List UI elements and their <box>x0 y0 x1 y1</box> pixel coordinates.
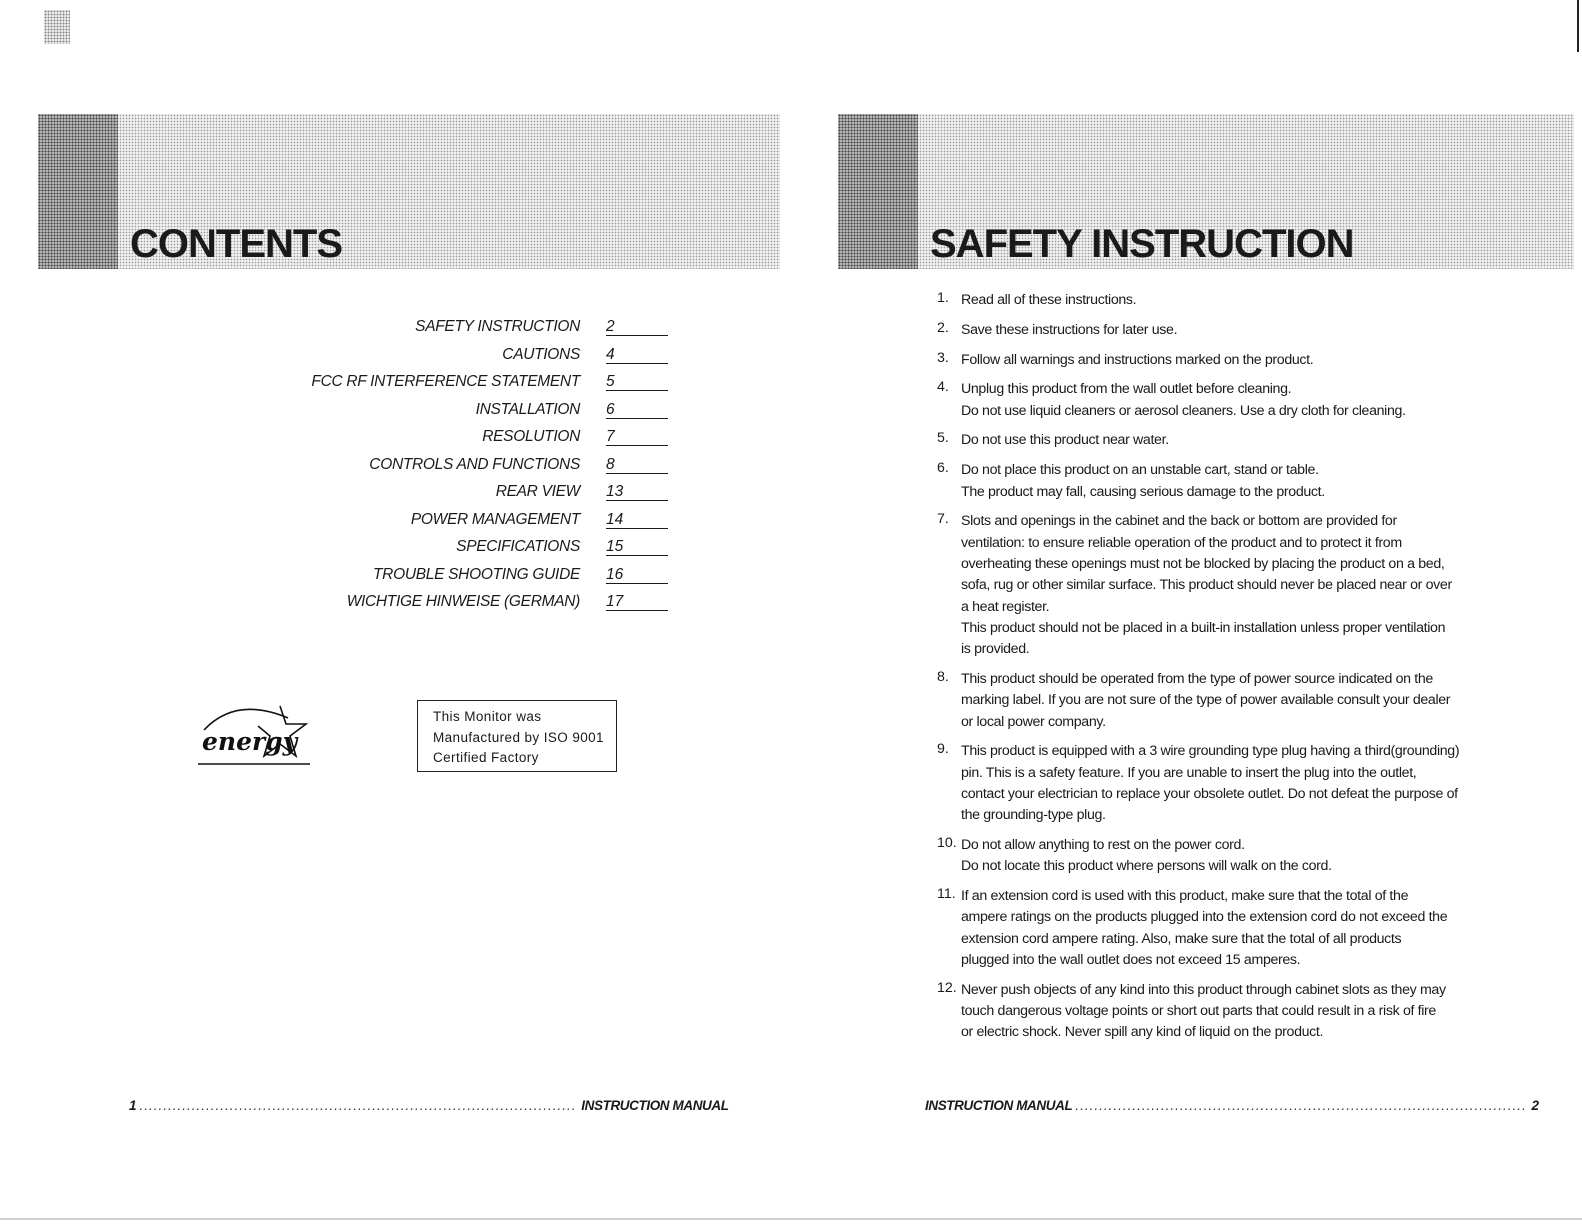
safety-item-line: The product may fall, causing serious damage to the product. <box>961 483 1325 500</box>
banner-dark-block <box>38 114 118 269</box>
toc-entry-page: 14 <box>606 511 668 529</box>
safety-item-line: sofa, rug or other similar surface. This product should never be placed near or over <box>961 577 1452 594</box>
toc-row <box>300 371 680 399</box>
safety-item-line: ventilation: to ensure reliable operation of the product and to protect it from <box>961 534 1402 551</box>
toc-entry-page: 4 <box>606 346 668 364</box>
safety-item-number: 1. <box>937 290 949 306</box>
safety-item-number: 7. <box>937 511 949 528</box>
toc-entry-page: 5 <box>606 373 668 391</box>
iso-certification-box <box>417 700 617 772</box>
toc-row <box>300 399 680 427</box>
toc-entry-title: REAR VIEW <box>495 483 580 500</box>
safety-item-number: 11. <box>937 886 956 903</box>
safety-item-number: 5. <box>937 430 949 447</box>
footer-leader-dots: ............................................................................................ <box>139 1098 582 1113</box>
energy-logo-text: energy <box>202 727 298 756</box>
left-page-number: 1 <box>129 1098 137 1113</box>
safety-item <box>937 669 1497 733</box>
safety-banner <box>838 114 1574 269</box>
safety-item <box>937 379 1497 422</box>
safety-item-number: 2. <box>937 319 949 336</box>
toc-row <box>300 481 680 509</box>
toc-entry-title: INSTALLATION <box>475 400 580 418</box>
safety-item-line: touch dangerous voltage points or short out parts that could result in a risk of fire <box>961 1003 1436 1020</box>
iso-line: This Monitor was <box>433 709 542 724</box>
safety-item-number: 4. <box>937 379 949 396</box>
toc-row <box>300 454 680 482</box>
toc-row <box>300 509 680 537</box>
safety-item <box>937 980 1497 1044</box>
safety-item <box>937 460 1497 503</box>
toc-row <box>300 591 680 619</box>
toc-entry-page: 6 <box>606 401 668 419</box>
toc-entry-title: CAUTIONS <box>502 345 580 363</box>
safety-item-line: Unplug this product from the wall outlet before cleaning. <box>961 381 1292 398</box>
toc-entry-page: 8 <box>606 456 668 474</box>
safety-item-line: or electric shock. Never spill any kind of liquid on the product. <box>961 1024 1324 1041</box>
safety-item-line: Save these instructions for later use. <box>961 321 1178 338</box>
safety-item <box>937 886 1497 971</box>
toc-entry-page: 16 <box>606 566 668 584</box>
safety-heading: SAFETY INSTRUCTION <box>930 222 1354 266</box>
toc-entry-page: 13 <box>606 483 668 501</box>
safety-item <box>937 320 1497 341</box>
right-page-number: 2 <box>1531 1098 1539 1113</box>
safety-item <box>937 290 1497 311</box>
safety-item-number: 12. <box>937 979 957 996</box>
safety-item <box>937 511 1497 660</box>
left-footer <box>129 1098 729 1113</box>
safety-item-line: is provided. <box>961 641 1030 658</box>
safety-item-line: If an extension cord is used with this product, make sure that the total of the <box>961 888 1409 905</box>
scan-bottom-rule <box>0 1218 1582 1220</box>
safety-item <box>937 741 1497 826</box>
safety-item-line: Do not locate this product where persons will walk on the cord. <box>961 858 1332 875</box>
footer-leader-dots: ............................................................................................... <box>1075 1098 1532 1113</box>
safety-item-line: a heat register. <box>961 598 1050 615</box>
safety-item-line: This product should not be placed in a built-in installation unless proper ventilation <box>961 619 1446 636</box>
toc-entry-title: WICHTIGE HINWEISE (GERMAN) <box>346 593 580 610</box>
toc-entry-title: POWER MANAGEMENT <box>410 510 580 528</box>
toc-row <box>300 564 680 592</box>
toc-entry-title: FCC RF INTERFERENCE STATEMENT <box>311 373 580 390</box>
toc-entry-page: 7 <box>606 428 668 446</box>
toc-entry-page: 2 <box>606 318 668 336</box>
safety-item-line: pin. This is a safety feature. If you are unable to insert the plug into the outlet, <box>961 764 1417 781</box>
safety-item <box>937 835 1497 878</box>
safety-item-line: extension cord ampere rating. Also, make sure that the total of all products <box>961 930 1402 947</box>
toc-row <box>300 344 680 372</box>
safety-item-number: 6. <box>937 460 949 477</box>
safety-item-line: Do not allow anything to rest on the power cord. <box>961 837 1245 854</box>
page-edge-rule <box>1577 0 1579 52</box>
contents-banner <box>38 114 780 269</box>
safety-item-line: marking label. If you are not sure of the type of power available consult your dealer <box>961 692 1451 709</box>
left-footer-label: INSTRUCTION MANUAL <box>581 1098 729 1113</box>
safety-item-line: plugged into the wall outlet does not exceed 15 amperes. <box>961 952 1301 969</box>
right-footer <box>925 1098 1539 1113</box>
toc-entry-title: TROUBLE SHOOTING GUIDE <box>373 565 580 583</box>
toc-entry-page: 15 <box>606 538 668 556</box>
safety-item-line: Slots and openings in the cabinet and the back or bottom are provided for <box>961 513 1397 530</box>
safety-item-line: Read all of these instructions. <box>961 292 1137 308</box>
safety-item-line: or local power company. <box>961 713 1106 730</box>
safety-item-number: 9. <box>937 741 949 758</box>
safety-item-line: the grounding-type plug. <box>961 807 1106 824</box>
iso-line: Certified Factory <box>433 750 539 765</box>
toc-row <box>300 536 680 564</box>
safety-item-line: This product is equipped with a 3 wire grounding type plug having a third(grounding) <box>961 743 1460 760</box>
safety-item-line: Never push objects of any kind into this product through cabinet slots as they may <box>961 981 1446 998</box>
safety-item-number: 8. <box>937 668 949 685</box>
safety-item <box>937 350 1497 371</box>
safety-item-line: Do not place this product on an unstable cart, stand or table. <box>961 462 1319 479</box>
safety-item-line: This product should be operated from the type of power source indicated on the <box>961 670 1433 687</box>
toc-entry-page: 17 <box>606 593 668 611</box>
safety-item-line: overheating these openings must not be blocked by placing the product on a bed, <box>961 555 1445 572</box>
safety-item <box>937 430 1497 451</box>
toc-row <box>300 316 680 344</box>
iso-line: Manufactured by ISO 9001 <box>433 729 604 745</box>
toc-row <box>300 426 680 454</box>
toc-entry-title: SPECIFICATIONS <box>456 538 580 555</box>
toc-entry-title: RESOLUTION <box>482 428 580 445</box>
table-of-contents <box>300 316 680 619</box>
safety-item-line: Do not use liquid cleaners or aerosol cleaners. Use a dry cloth for cleaning. <box>961 402 1406 419</box>
safety-item-number: 10. <box>937 835 957 852</box>
safety-item-line: contact your electrician to replace your obsolete outlet. Do not defeat the purpose of <box>961 785 1458 802</box>
safety-instruction-list <box>937 290 1497 1052</box>
scan-corner-mark <box>44 10 70 44</box>
safety-item-line: Do not use this product near water. <box>961 432 1169 449</box>
safety-item-number: 3. <box>937 349 949 366</box>
banner-dark-block <box>838 114 918 269</box>
energy-star-logo <box>196 700 314 772</box>
right-footer-label: INSTRUCTION MANUAL <box>925 1098 1073 1113</box>
safety-item-line: ampere ratings on the products plugged into the extension cord do not exceed the <box>961 909 1448 926</box>
toc-entry-title: CONTROLS AND FUNCTIONS <box>369 455 580 473</box>
safety-item-line: Follow all warnings and instructions marked on the product. <box>961 351 1314 368</box>
contents-heading: CONTENTS <box>130 222 342 266</box>
toc-entry-title: SAFETY INSTRUCTION <box>415 318 580 335</box>
